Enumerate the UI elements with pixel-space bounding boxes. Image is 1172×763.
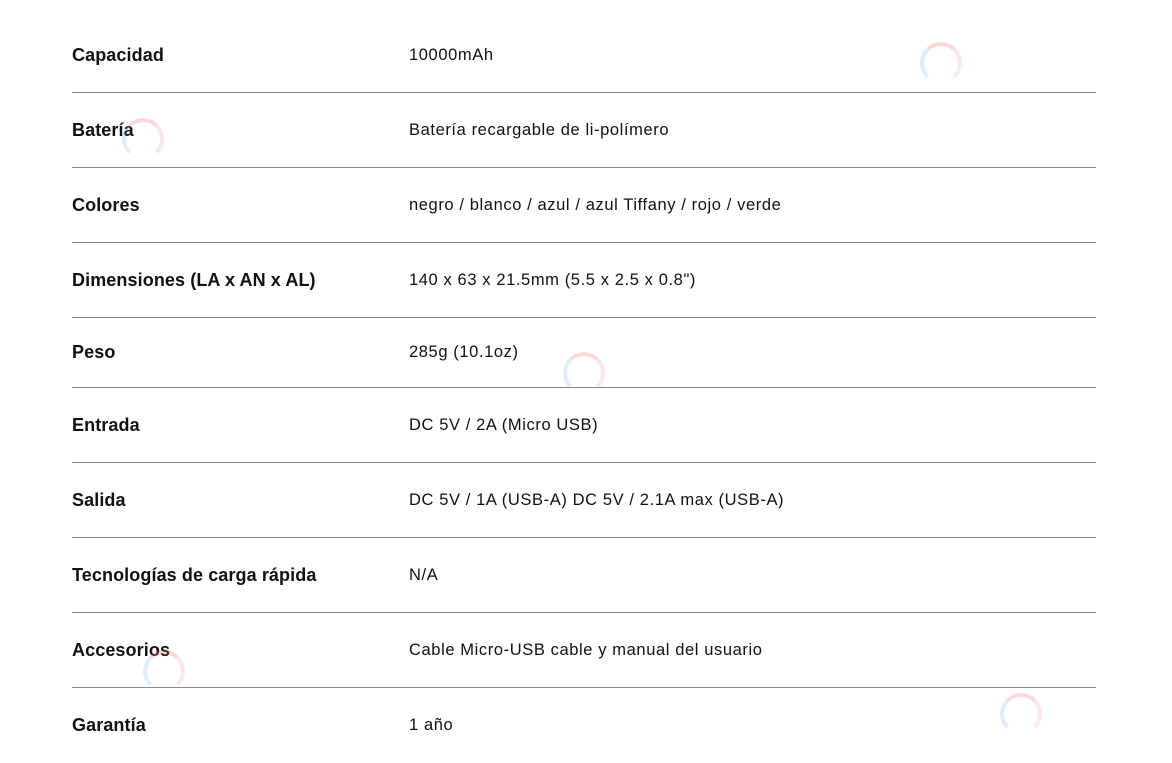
spec-table (72, 18, 1096, 763)
spec-row-dimensiones (72, 243, 1096, 318)
spec-label: Salida (72, 489, 126, 510)
spec-row-entrada (72, 388, 1096, 463)
spec-value: 285g (10.1oz) (409, 343, 519, 361)
spec-label: Tecnologías de carga rápida (72, 564, 317, 585)
spec-row-salida (72, 463, 1096, 538)
spec-value: DC 5V / 2A (Micro USB) (409, 415, 599, 434)
spec-label: Accesorios (72, 639, 171, 660)
spec-value: 1 año (409, 716, 454, 734)
spec-value: N/A (409, 565, 439, 584)
spec-value: 10000mAh (409, 45, 494, 64)
spec-row-accesorios (72, 613, 1096, 688)
spec-label: Dimensiones (LA x AN x AL) (72, 269, 316, 290)
spec-row-capacidad (72, 18, 1096, 93)
spec-label: Batería (72, 119, 134, 140)
spec-label: Colores (72, 194, 140, 215)
spec-row-peso (72, 318, 1096, 388)
spec-row-colores (72, 168, 1096, 243)
spec-label: Entrada (72, 414, 140, 435)
spec-label: Garantía (72, 715, 146, 735)
spec-value: 140 x 63 x 21.5mm (5.5 x 2.5 x 0.8") (409, 270, 697, 289)
spec-value: DC 5V / 1A (USB-A) DC 5V / 2.1A max (USB-A) (409, 490, 785, 509)
spec-value: Cable Micro-USB cable y manual del usuario (409, 640, 763, 659)
spec-value: negro / blanco / azul / azul Tiffany / rojo / verde (409, 195, 782, 214)
spec-row-carga-rapida (72, 538, 1096, 613)
spec-label: Capacidad (72, 44, 164, 65)
spec-row-garantia (72, 688, 1096, 763)
spec-value: Batería recargable de li-polímero (409, 120, 670, 139)
spec-row-bateria (72, 93, 1096, 168)
spec-label: Peso (72, 342, 116, 362)
